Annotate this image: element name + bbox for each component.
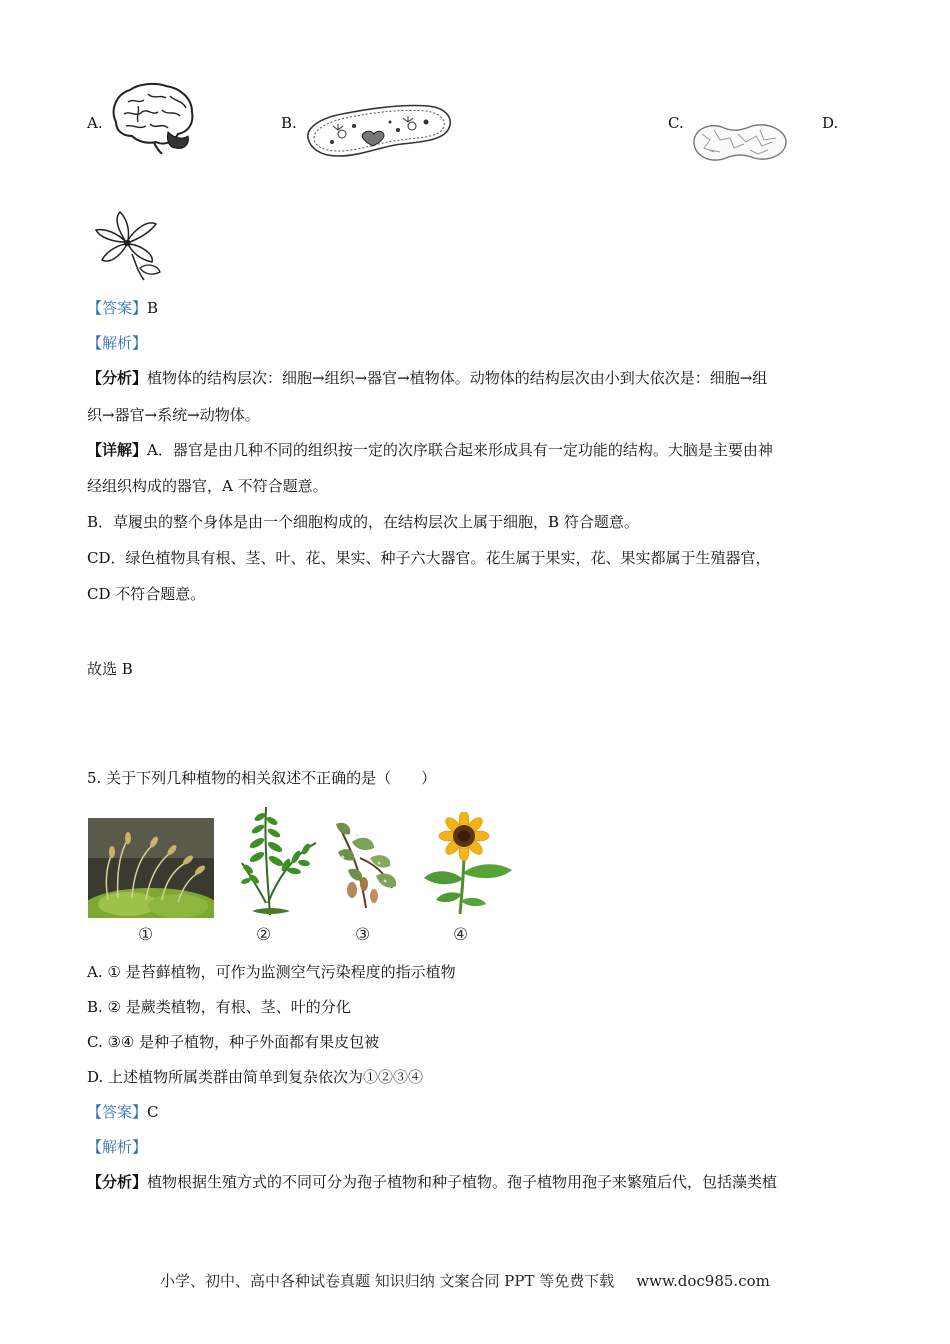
option-b-label: B.	[281, 114, 297, 132]
answer-tag: 【答案】	[87, 1103, 148, 1121]
option-a-label: A.	[87, 114, 103, 132]
answer-value: C	[147, 1103, 159, 1121]
xiangjie-text: A．器官是由几种不同的组织按一定的次序联合起来形成具有一定功能的结构。大脑是主要由神	[147, 441, 773, 459]
paramecium-icon	[302, 100, 454, 162]
q4-conclusion: 故选 B	[87, 660, 133, 678]
q4-xiangjie-line2: 经组织构成的器官，A 不符合题意。	[87, 477, 328, 495]
footer-url[interactable]: www.doc985.com	[636, 1272, 770, 1290]
fenxi-tag: 【分析】	[87, 1173, 148, 1191]
q5-option-b: B. ② 是蕨类植物，有根、茎、叶的分化	[87, 998, 351, 1016]
q4-line-cd2: CD 不符合题意。	[87, 585, 206, 603]
q4-xiangjie-line1	[87, 440, 773, 460]
footer-text: 小学、初中、高中各种试卷真题 知识归纳 文案合同 PPT 等免费下载	[160, 1272, 615, 1290]
plant3-icon	[326, 818, 402, 914]
option-d-label: D.	[822, 114, 839, 132]
option-c-label: C.	[668, 114, 684, 132]
q5-option-a: A. ① 是苔藓植物，可作为监测空气污染程度的指示植物	[87, 963, 456, 981]
q4-fenxi-line2: 织→器官→系统→动物体。	[87, 406, 260, 424]
fenxi-text: 植物体的结构层次：细胞→组织→器官→植物体。动物体的结构层次由小到大依次是：细胞→组	[147, 369, 768, 387]
flower-icon	[92, 208, 164, 282]
analysis-tag: 【解析】	[87, 334, 148, 352]
page-footer	[160, 1270, 770, 1291]
peanut-icon	[690, 120, 790, 164]
q4-line-cd1: CD．绿色植物具有根、茎、叶、花、果实、种子六大器官。花生属于果实，花、果实都属于生殖器官，	[87, 549, 771, 567]
q4-line-b: B．草履虫的整个身体是由一个细胞构成的，在结构层次上属于细胞，B 符合题意。	[87, 513, 639, 531]
answer-value: B	[147, 299, 159, 317]
fenxi-tag: 【分析】	[87, 369, 148, 387]
analysis-tag: 【解析】	[87, 1138, 148, 1156]
caption-3: ③	[355, 925, 371, 945]
brain-icon	[108, 82, 196, 154]
q4-answer	[87, 298, 158, 318]
xiangjie-tag: 【详解】	[87, 441, 148, 459]
caption-2: ②	[256, 925, 272, 945]
q4-fenxi-line1	[87, 368, 767, 388]
q5-answer	[87, 1102, 159, 1122]
fenxi-text: 植物根据生殖方式的不同可分为孢子植物和种子植物。孢子植物用孢子来繁殖后代，包括藻类植	[147, 1173, 778, 1191]
moss-icon	[88, 818, 214, 918]
sunflower-icon	[420, 812, 516, 916]
fern-icon	[238, 803, 320, 919]
caption-1: ①	[138, 925, 154, 945]
q5-option-d: D. 上述植物所属类群由简单到复杂依次为①②③④	[87, 1068, 424, 1086]
answer-tag: 【答案】	[87, 299, 148, 317]
q5-fenxi-line1	[87, 1172, 777, 1192]
q5-question: 5. 关于下列几种植物的相关叙述不正确的是（ ）	[87, 769, 437, 787]
q5-option-c: C. ③④ 是种子植物，种子外面都有果皮包被	[87, 1033, 380, 1051]
caption-4: ④	[453, 925, 469, 945]
